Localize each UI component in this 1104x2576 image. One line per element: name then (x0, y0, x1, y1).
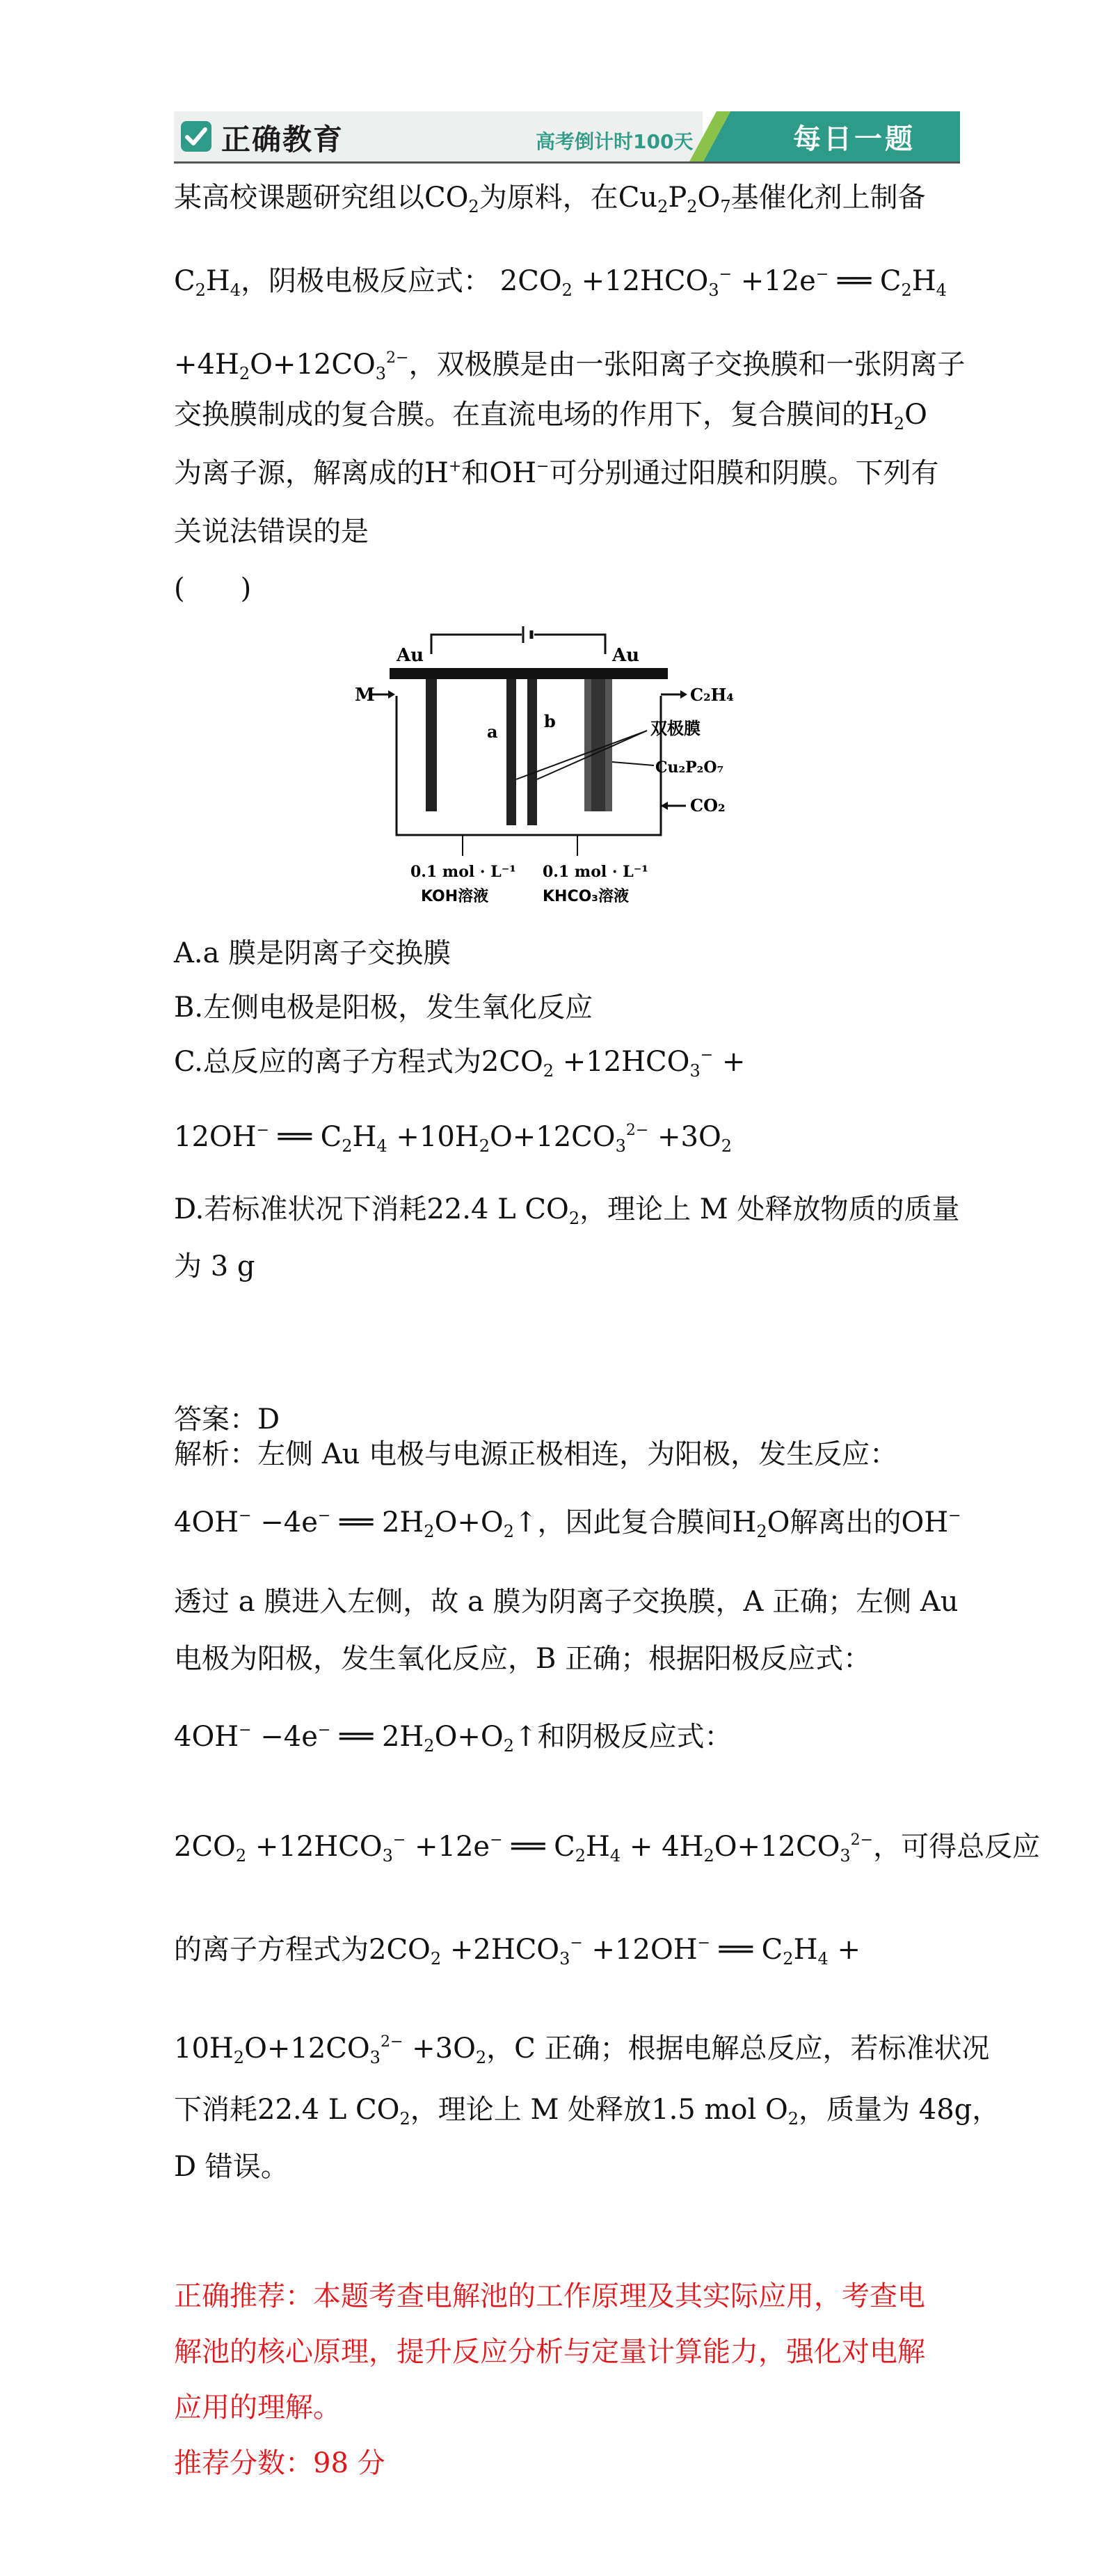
explanation-line-2: 4OH− −4e− ══ $2H_2O+O_2↑$，因此复合膜间$H_2O$解离出的OH− (174, 1506, 961, 1541)
countdown-text: 高考倒计时100天 (536, 130, 694, 153)
explanation-line-1: 解析：左侧 Au 电极与电源正极相连，为阳极，发生反应： (174, 1438, 898, 1470)
left-concentration: 0.1 mol · L⁻¹ (410, 863, 516, 881)
option-c-line-2: 12OH− ══ $C_2H_4 +10H_2O+12CO_3^{2-} +3O_2$ (174, 1121, 733, 1156)
m-label: M (355, 685, 375, 706)
recommend-line-1: 正确推荐：本题考查电解池的工作原理及其实际应用，考查电 (174, 2280, 925, 2312)
header-divider (174, 161, 960, 164)
explanation-line-7: 的离子方程式为$2CO_2 +2HCO_3^- +12OH^-$ ══ $C_2H_4$ + (174, 1934, 861, 1969)
daily-question-label: 每日一题 (793, 123, 915, 155)
question-line-3: $+4H_2O+12CO_3^{2-}$，双极膜是由一张阳离子交换膜和一张阴离子 (174, 349, 966, 383)
explanation-line-3: 透过 a 膜进入左侧，故 a 膜为阴离子交换膜，A 正确；左侧 Au (174, 1586, 959, 1618)
brand-name: 正确教育 (221, 122, 344, 157)
explanation-line-4: 电极为阳极，发生氧化反应，B 正确；根据阳极反应式： (174, 1643, 872, 1675)
option-c-line-1: C.总反应的离子方程式为$2CO_2 +12HCO_3^-$ + (174, 1046, 746, 1081)
answer-label: 答案：D (174, 1404, 280, 1436)
explanation-line-8: $10H_2O+12CO_3^{2-} +3O_2$，C 正确；根据电解总反应，若标准状况 (174, 2033, 990, 2067)
answer-blank: ( ) (174, 573, 252, 605)
recommend-line-3: 应用的理解。 (174, 2392, 341, 2424)
recommend-line-2: 解池的核心原理，提升反应分析与定量计算能力，强化对电解 (174, 2336, 925, 2368)
explanation-line-5: 4OH− −4e− ══ $2H_2O+O_2↑$和阴极反应式： (174, 1721, 733, 1756)
question-line-6: 关说法错误的是 (174, 516, 369, 548)
left-solution: KOH溶液 (421, 888, 489, 905)
co2-inlet-label: CO₂ (690, 795, 726, 816)
question-line-5: 为离子源，解离成的H+和OH−可分别通过阳膜和阴膜。下列有 (174, 457, 939, 489)
explanation-line-6: $2CO_2 +12HCO_3^- +12e^-$ ══ $C_2H_4 + 4H_2O+12CO_3^{2-}$，可得总反应 (174, 1831, 1041, 1866)
header-banner (174, 111, 960, 163)
membrane-a-label: a (487, 722, 498, 742)
membrane-b-label: b (544, 711, 556, 731)
option-a: A.a 膜是阴离子交换膜 (174, 937, 451, 969)
checkmark-icon (179, 120, 213, 153)
bipolar-membrane-label: 双极膜 (650, 719, 701, 738)
au-right-label: Au (612, 645, 640, 666)
recommend-score: 推荐分数：98 分 (174, 2447, 385, 2479)
c2h4-label: C₂H₄ (690, 685, 734, 705)
explanation-line-9: 下消耗22.4 L $CO_2$，理论上 M 处释放1.5 mol $O_2$，质量为 48g， (174, 2094, 1000, 2129)
question-line-2: $C_2H_4$，阴极电极反应式： $2CO_2 +12HCO_3^- +12e^-$ ══ $C_2H_4$ (174, 265, 947, 300)
catalyst-label: Cu₂P₂O₇ (655, 758, 724, 777)
au-left-label: Au (397, 645, 424, 666)
question-line-1: 某高校课题研究组以$CO_2$为原料，在$Cu_2P_2O_7$基催化剂上制备 (174, 182, 926, 216)
electrolysis-cell-diagram (355, 626, 744, 919)
right-concentration: 0.1 mol · L⁻¹ (543, 863, 648, 881)
explanation-line-10: D 错误。 (174, 2151, 289, 2183)
right-solution: KHCO₃溶液 (543, 888, 629, 905)
option-b: B.左侧电极是阳极，发生氧化反应 (174, 992, 593, 1024)
option-d-line-2: 为 3 g (174, 1250, 255, 1282)
option-d-line-1: D.若标准状况下消耗22.4 L $CO_2$，理论上 M 处释放物质的质量 (174, 1193, 960, 1228)
question-line-4: 交换膜制成的复合膜。在直流电场的作用下，复合膜间的$H_2O$ (174, 399, 927, 434)
